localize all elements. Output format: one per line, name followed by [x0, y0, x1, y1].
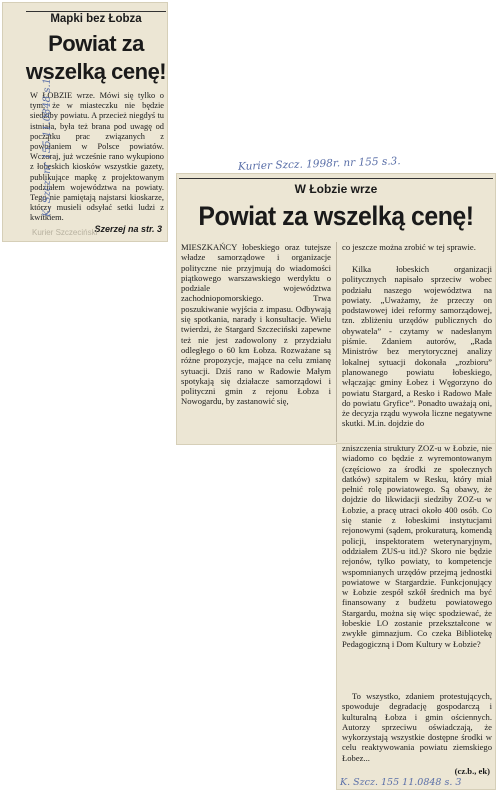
article-top-rule: [179, 178, 493, 179]
faded-stamp: Kurier Szczeciński: [32, 228, 98, 237]
clipping-headline-line2: wszelką cenę!: [25, 59, 167, 84]
article-closing-paragraph: To wszystko, zdaniem protestujących, spowoduje degradację gospodarczą i kulturalną Łobza i gmin ościennych. Autorzy sprzeciwu oświadczają, że wykorzystają wszystkie dostępne środki w celu reaktywowania powiatu ziemskiego Łobez...: [342, 691, 492, 763]
article-column-2-lead: co jeszcze można zrobić w tej sprawie.: [342, 242, 476, 252]
clipping-headline-line1: Powiat za: [48, 31, 144, 56]
author-signature: (cz.b., ek): [454, 766, 490, 776]
article-column-2-paragraph: Kilka łobeskich organizacji politycznych napisało sprzeciw wobec podziału naszego województwa na powiaty. „Uważamy, że przeczy on podstawowej idei reformy samorządowej, tzn. zbliżeniu urzędów publicznych do obywatela” - czytamy w nadesłanym piśmie. Zdaniem autorów, „Rada Ministrów bez merytorycznej analizy lokalnej sytuacji dokonała „rozbioru” planowanego powiatu łobeskiego, włączając gminy Łobez i Węgorzyno do powiatu Stargard, a Resko i Radowo Małe do powiatu Gryfice”. Ponadto uważają oni, że decyzja rządu wywoła liczne negatywne skutki. M.in. dojdzie do: [342, 264, 492, 429]
handwritten-margin-note: K. Szcz. nr 155 11.0848 s.1: [42, 77, 54, 218]
top-rule: [26, 11, 166, 12]
clipping-body: W ŁOBZIE wrze. Mówi się tylko o tym, że w miasteczku nie będzie siedziby powiatu. A przecież niegdyś tu istniała, była też brana pod uwagę od początku prac związanych z powołaniem w Polsce powiatów. Wczoraj, już wcześnie rano wykupiono z łobeskich kiosków wszystkie gazety, publikujące mapkę z projektowanym podziałem województwa na powiaty. Tego nie pamiętają najstarsi kioskarze, którzy musieli odsyłać setki ludzi z kwitkiem.: [30, 91, 164, 223]
article-headline: Powiat za wszelką cenę!: [198, 201, 474, 231]
article-clipping-top: [176, 173, 496, 445]
clipping-kicker: Mapki bez Łobza: [50, 13, 142, 25]
article-continuation-text: zniszczenia struktury ZOZ-u w Łobzie, nie wiadomo co będzie z wyremontowanym (częściowo za środki ze społecznych datków) szpitalem w Resku, który miał pełnić rolę powiatowego. Są obawy, że dojdzie do likwidacji siedziby ZOZ-u w Łobzie, a pracę utraci około 400 osób. Co się stanie z łobeskimi instytucjami rejonowymi (sądem, prokuraturą, komendą policji, inspektoratem weterynaryjnym, oddziałem ZUS-u itd.)? Skoro nie będzie rejonów, tylko powiaty, to kompetencje wspomnianych urzędów przejmą jednostki powiatowe w Stargardzie. Funkcjonujący w Łobzie zespół szkół średnich ma być finansowany z budżetu powiatowego Stargardu, można się więc spodziewać, że łobeskie LO zostanie przekształcone w zwykłe gimnazjum. Co czeka Bibliotekę Pedagogiczną i Dom Kultury w Łobzie?: [342, 443, 492, 649]
handwritten-source-note: Kurier Szcz. 1998r. nr 155 s.3.: [237, 155, 401, 173]
article-clipping-continuation: [336, 443, 496, 790]
clipping-footer: Szerzej na str. 3: [94, 224, 162, 234]
column-divider: [336, 242, 337, 442]
article-kicker: W Łobzie wrze: [294, 182, 378, 196]
handwritten-bottom-note: K. Szcz. 155 11.0848 s. 3: [340, 777, 462, 788]
front-page-clipping: [2, 2, 168, 242]
article-column-1: MIESZKAŃCY łobeskiego oraz tutejsze władze samorządowe i organizacje polityczne nie przyjmują do wiadomości piątkowego warszawskiego werdyktu o podziale województwa zachodniopomorskiego. Trwa poszukiwanie wyjścia z impasu. Odbywają się spotkania, narady i konsultacje. Wielu twierdzi, że Stargard Szczeciński zapewne też nie jest zadowolony z przydziału odległego o 60 km Łobza. Rozważane są różne propozycje, mające na celu zmianę sytuacji. Dziś rano w Radowie Małym spotykają się działacze samorządowi i polityczni gmin z rejonu Łobza i Nowogardu, by zastanowić się,: [181, 242, 331, 407]
